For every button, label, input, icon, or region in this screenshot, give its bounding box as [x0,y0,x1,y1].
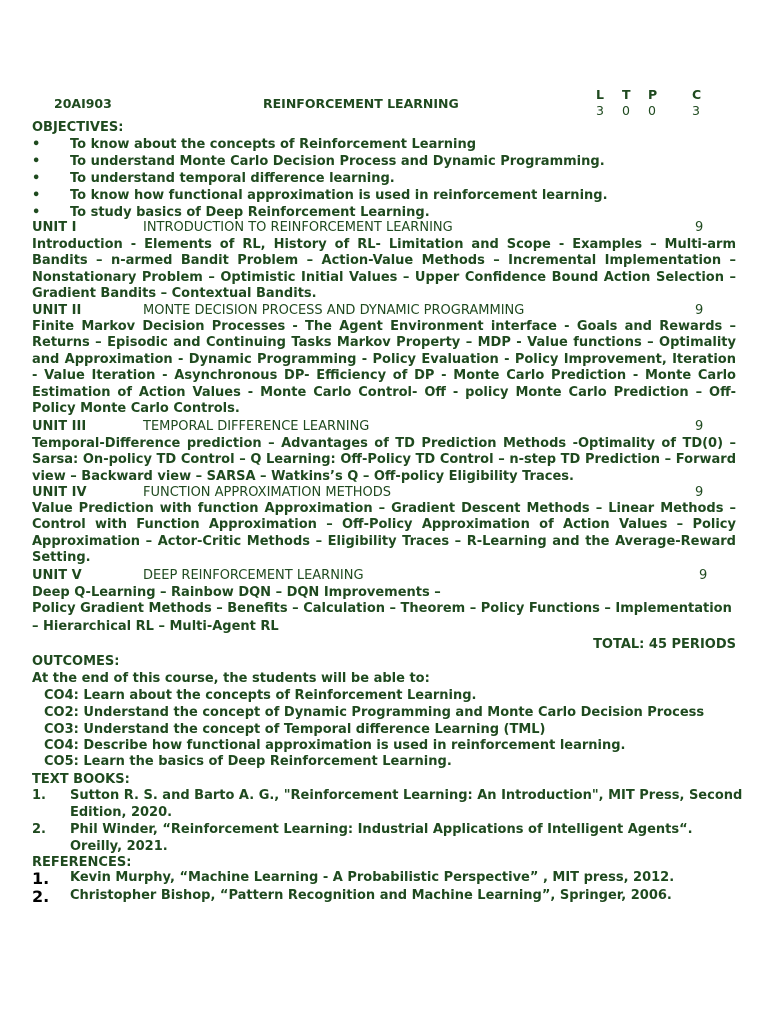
unit-title: DEEP REINFORCEMENT LEARNING [143,568,364,583]
ltpc-values [596,103,700,118]
textbook-number: 2. [32,822,46,837]
unit-title: MONTE DECISION PROCESS AND DYNAMIC PROGRAMMING [143,303,525,318]
unit-hours: 9 [695,220,704,235]
bullet-icon: • [32,205,41,220]
unit-hours: 9 [695,303,704,318]
unit-content-2: Finite Markov Decision Processes - The Agent Environment interface - Goals and Rewards – Returns – Episodic and Continuing Tasks Markov Property – MDP - Value functions – Optimality and Approximation - Dynamic Programming - Policy Evaluation - Policy Improvement, Iteration - Value Iteration - Asynchronous DP- Efficiency of DP - Monte Carlo Prediction - Monte Carlo Estimation of Action Values - Monte Carlo Control- Off - policy Monte Carlo Prediction – Off-Policy Monte Carlo Controls. [32,319,736,417]
outcomes-intro: At the end of this course, the students will be able to: [32,671,430,686]
textbook-text-cont: Oreilly, 2021. [70,839,168,854]
outcome-item: CO2: Understand the concept of Dynamic Programming and Monte Carlo Decision Process [44,705,705,720]
bullet-icon: • [32,154,41,169]
outcome-item: CO5: Learn the basics of Deep Reinforcement Learning. [44,754,452,769]
total-periods: TOTAL: 45 PERIODS [593,637,736,652]
unit-name: UNIT V [32,568,82,583]
course-title: REINFORCEMENT LEARNING [263,96,459,111]
unit-title: INTRODUCTION TO REINFORCEMENT LEARNING [143,220,453,235]
unit-hours: 9 [699,568,708,583]
outcomes-heading: OUTCOMES: [32,654,120,669]
unit-hours: 9 [695,485,704,500]
unit-name: UNIT II [32,303,82,318]
bullet-icon: • [32,171,41,186]
reference-text: Kevin Murphy, “Machine Learning - A Probabilistic Perspective” , MIT press, 2012. [70,870,675,885]
syllabus-page: 20AI903 REINFORCEMENT LEARNING L T P C 3 0 0 3 OBJECTIVES: • To know about the concepts of Reinforcement Learning • To understand Monte Carlo Decision Process and Dynamic Programming. • To understand temporal difference learning. • To know how functional approximation is used in reinforcement learning. • To study basics of Deep Reinforcement Learning. UNIT I INTRODUCTION TO REINFORCEMENT LEARNING 9 Introduction - Elements of RL, History of RL- Limitation and Scope - Examples – Multi-arm Bandits – n-armed Bandit Problem – Action-Value Methods – Incremental Implementation – Nonstationary Problem – Optimistic Initial Values – Upper Confidence Bound Action Selection – Gradient Bandits – Contextual Bandits. UNIT II MONTE DECISION PROCESS AND DYNAMIC PROGRAMMING 9 Finite Markov Decision Processes - The Agent Environment interface - Goals and Rewards – Returns – Episodic and Continuing Tasks Markov Property – MDP - Value functions – Optimality and Approximation - Dynamic Programming - Policy Evaluation - Policy Improvement, Iteration - Value Iteration - Asynchronous DP- Efficiency of DP - Monte Carlo Prediction - Monte Carlo Estimation of Action Values - Monte Carlo Control- Off - policy Monte Carlo Prediction – Off-Policy Monte Carlo Controls. UNIT III TEMPORAL DIFFERENCE LEARNING 9 Temporal-Difference prediction – Advantages of TD Prediction Methods -Optimality of TD(0) – Sarsa: On-policy TD Control – Q Learning: Off-Policy TD Control – n-step TD Prediction – Forward view – Backward view – SARSA – Watkins’s Q – Off-policy Eligibility Traces. UNIT IV FUNCTION APPROXIMATION METHODS 9 Value Prediction with function Approximation – Gradient Descent Methods – Linear Methods – Control with Function Approximation – Off-Policy Approximation of Action Values – Policy Approximation – Actor-Critic Methods – Eligibility Traces – R-Learning and the Average-Reward Setting. UNIT V DEEP REINFORCEMENT LEARNING 9 Deep Q-Learning – Rainbow DQN – DQN Improvements – Policy Gradient Methods – Benefits – Calculation – Theorem – Policy Functions – Implementation – Hierarchical RL – Multi-Agent RL TOTAL: 45 PERIODS OUTCOMES: At the end of this course, the students will be able to: CO4: Learn about the concepts of Reinforcement Learning. CO2: Understand the concept of Dynamic Programming and Monte Carlo Decision Process CO3: Understand the concept of Temporal difference Learning (TML) CO4: Describe how functional approximation is used in reinforcement learning. CO5: Learn the basics of Deep Reinforcement Learning. TEXT BOOKS: 1. Sutton R. S. and Barto A. G., "Reinforcement Learning: An Introduction", MIT Press, Second Edition, 2020. 2. Phil Winder, “Reinforcement Learning: Industrial Applications of Intelligent Agents“. Oreilly, 2021. REFERENCES: 1. Kevin Murphy, “Machine Learning - A Probabilistic Perspective” , MIT press, 2012. 2. Christopher Bishop, “Pattern Recognition and Machine Learning”, Springer, 2006. [32,87,743,906]
outcome-item: CO3: Understand the concept of Temporal difference Learning (TML) [44,722,546,737]
outcome-item: CO4: Learn about the concepts of Reinforcement Learning. [44,688,477,703]
unit-content-1: Introduction - Elements of RL, History of RL- Limitation and Scope - Examples – Multi-arm Bandits – n-armed Bandit Problem – Action-Value Methods – Incremental Implementation – Nonstationary Problem – Optimistic Initial Values – Upper Confidence Bound Action Selection – Gradient Bandits – Contextual Bandits. [32,237,736,302]
unit-name: UNIT I [32,220,77,235]
references-heading: REFERENCES: [32,855,132,870]
reference-number: 2. [32,887,50,906]
reference-text: Christopher Bishop, “Pattern Recognition and Machine Learning”, Springer, 2006. [70,888,672,903]
unit-name: UNIT III [32,419,87,434]
textbooks-heading: TEXT BOOKS: [32,772,130,787]
unit-header-1 [32,220,736,236]
unit-hours: 9 [695,419,704,434]
unit-title: FUNCTION APPROXIMATION METHODS [143,485,392,500]
ltpc-value-p: 0 [648,103,656,118]
unit-title: TEMPORAL DIFFERENCE LEARNING [143,419,370,434]
outcome-item: CO4: Describe how functional approximation is used in reinforcement learning. [44,738,626,753]
unit-header-4 [32,485,736,501]
unit-content-4: Value Prediction with function Approximation – Gradient Descent Methods – Linear Methods – Control with Function Approximation – Off-Policy Approximation of Action Values – Policy Approximation – Actor-Critic Methods – Eligibility Traces – R-Learning and the Average-Reward Setting. [32,501,736,566]
unit-content-5-line: Deep Q-Learning – Rainbow DQN – DQN Improvements – [32,585,441,600]
textbook-text-cont: Edition, 2020. [70,805,173,820]
unit-name: UNIT IV [32,485,87,500]
ltpc-value-t: 0 [622,103,630,118]
bullet-icon: • [32,137,41,152]
reference-number: 1. [32,869,50,888]
ltpc-label-t: T [622,87,631,102]
bullet-icon: • [32,188,41,203]
unit-content-3: Temporal-Difference prediction – Advantages of TD Prediction Methods -Optimality of TD(0) – Sarsa: On-policy TD Control – Q Learning: Off-Policy TD Control – n-step TD Prediction – Forward view – Backward view – SARSA – Watkins’s Q – Off-policy Eligibility Traces. [32,436,736,484]
textbook-text: Sutton R. S. and Barto A. G., "Reinforcement Learning: An Introduction", MIT Press, Second [70,788,743,803]
textbook-text: Phil Winder, “Reinforcement Learning: Industrial Applications of Intelligent Agents“. [70,822,693,837]
objectives-heading: OBJECTIVES: [32,120,124,135]
ltpc-label-p: P [648,87,658,102]
unit-header-3 [32,419,736,435]
unit-content-5-line: – Hierarchical RL – Multi-Agent RL [32,619,279,634]
ltpc-labels [596,87,701,102]
ltpc-label-c: C [692,87,702,102]
ltpc-value-c: 3 [692,103,700,118]
ltpc-label-l: L [596,87,604,102]
unit-content-5-line: Policy Gradient Methods – Benefits – Calculation – Theorem – Policy Functions – Implementation [32,601,732,616]
ltpc-value-l: 3 [596,103,604,118]
unit-header-5 [32,568,736,584]
unit-header-2 [32,303,736,319]
course-code: 20AI903 [54,96,112,111]
textbook-number: 1. [32,788,46,803]
